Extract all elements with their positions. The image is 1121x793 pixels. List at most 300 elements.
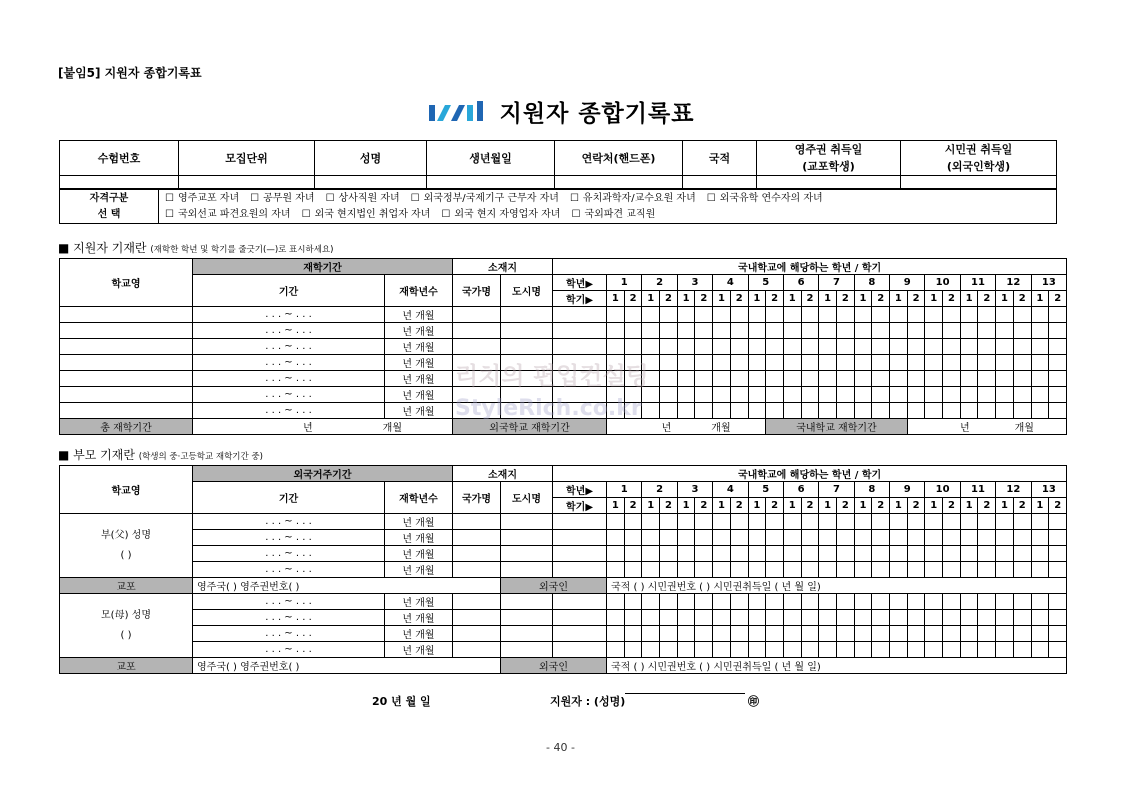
father-years-input-3[interactable]: 년 개월 bbox=[385, 562, 453, 578]
app-semester-cell[interactable] bbox=[766, 339, 784, 355]
mother-semester-cell[interactable] bbox=[819, 642, 837, 658]
father-semester-cell[interactable] bbox=[624, 546, 642, 562]
app-semester-cell[interactable] bbox=[1049, 339, 1067, 355]
father-semester-cell[interactable] bbox=[677, 530, 695, 546]
app-semester-cell[interactable] bbox=[748, 339, 766, 355]
mother-semester-cell[interactable] bbox=[890, 610, 908, 626]
father-semester-cell[interactable] bbox=[607, 562, 625, 578]
app-semester-cell[interactable] bbox=[925, 323, 943, 339]
app-years-input-2[interactable]: 년 개월 bbox=[385, 339, 453, 355]
app-semester-cell[interactable] bbox=[890, 323, 908, 339]
father-semester-cell[interactable] bbox=[695, 546, 713, 562]
mother-semester-cell[interactable] bbox=[660, 642, 678, 658]
father-semester-cell[interactable] bbox=[642, 514, 660, 530]
father-korean-info[interactable]: 영주국( ) 영주권번호( ) bbox=[193, 578, 501, 594]
father-semester-cell[interactable] bbox=[730, 562, 748, 578]
father-semester-cell[interactable] bbox=[642, 546, 660, 562]
father-semester-cell[interactable] bbox=[960, 530, 978, 546]
app-semester-cell[interactable] bbox=[907, 371, 925, 387]
mother-semester-cell[interactable] bbox=[1013, 626, 1031, 642]
app-semester-cell[interactable] bbox=[978, 355, 996, 371]
father-years-input-1[interactable]: 년 개월 bbox=[385, 530, 453, 546]
app-semester-cell[interactable] bbox=[960, 307, 978, 323]
app-semester-cell[interactable] bbox=[713, 339, 731, 355]
app-semester-cell[interactable] bbox=[730, 323, 748, 339]
app-semester-cell[interactable] bbox=[978, 307, 996, 323]
father-city-input-3[interactable] bbox=[501, 562, 553, 578]
app-semester-cell[interactable] bbox=[907, 307, 925, 323]
mother-name-cell[interactable] bbox=[60, 594, 193, 658]
father-semester-cell[interactable] bbox=[943, 546, 961, 562]
father-semester-cell[interactable] bbox=[872, 514, 890, 530]
app-semester-cell[interactable] bbox=[748, 371, 766, 387]
father-semester-cell[interactable] bbox=[1013, 530, 1031, 546]
app-years-input-3[interactable]: 년 개월 bbox=[385, 355, 453, 371]
father-semester-cell[interactable] bbox=[925, 514, 943, 530]
father-semester-cell[interactable] bbox=[713, 530, 731, 546]
father-semester-cell[interactable] bbox=[890, 546, 908, 562]
father-semester-cell[interactable] bbox=[801, 562, 819, 578]
mother-semester-cell[interactable] bbox=[1031, 610, 1049, 626]
signature-blank[interactable] bbox=[625, 693, 745, 694]
father-semester-cell[interactable] bbox=[783, 514, 801, 530]
app-semester-cell[interactable] bbox=[1031, 339, 1049, 355]
app-semester-cell[interactable] bbox=[748, 355, 766, 371]
father-semester-cell[interactable] bbox=[766, 546, 784, 562]
father-semester-cell[interactable] bbox=[748, 546, 766, 562]
app-semester-cell[interactable] bbox=[713, 387, 731, 403]
mother-semester-cell[interactable] bbox=[730, 626, 748, 642]
mother-semester-cell[interactable] bbox=[1031, 594, 1049, 610]
mother-semester-cell[interactable] bbox=[836, 610, 854, 626]
mother-semester-cell[interactable] bbox=[766, 642, 784, 658]
app-semester-cell[interactable] bbox=[642, 307, 660, 323]
app-semester-cell[interactable] bbox=[996, 339, 1014, 355]
mother-semester-cell[interactable] bbox=[624, 626, 642, 642]
app-semester-cell[interactable] bbox=[907, 323, 925, 339]
app-country-input-3[interactable] bbox=[453, 355, 501, 371]
mother-semester-cell[interactable] bbox=[677, 594, 695, 610]
mother-years-input-0[interactable]: 년 개월 bbox=[385, 594, 453, 610]
mother-semester-cell[interactable] bbox=[1049, 610, 1067, 626]
q1-checkbox-3[interactable]: ☐ bbox=[410, 192, 420, 204]
father-semester-cell[interactable] bbox=[854, 514, 872, 530]
app-semester-cell[interactable] bbox=[642, 403, 660, 419]
mother-semester-cell[interactable] bbox=[660, 610, 678, 626]
app-semester-cell[interactable] bbox=[978, 323, 996, 339]
app-semester-cell[interactable] bbox=[925, 307, 943, 323]
mother-semester-cell[interactable] bbox=[925, 642, 943, 658]
mother-name-input[interactable]: ( ) bbox=[120, 629, 132, 641]
app-school-name-input-3[interactable] bbox=[60, 355, 193, 371]
app-years-input-0[interactable]: 년 개월 bbox=[385, 307, 453, 323]
father-semester-cell[interactable] bbox=[907, 562, 925, 578]
app-semester-cell[interactable] bbox=[836, 403, 854, 419]
app-semester-cell[interactable] bbox=[943, 307, 961, 323]
father-semester-cell[interactable] bbox=[695, 530, 713, 546]
q2-checkbox-2[interactable]: ☐ bbox=[441, 208, 451, 220]
app-semester-cell[interactable] bbox=[1049, 387, 1067, 403]
father-semester-cell[interactable] bbox=[960, 562, 978, 578]
father-semester-cell[interactable] bbox=[996, 530, 1014, 546]
father-name-cell[interactable] bbox=[60, 514, 193, 578]
app-semester-cell[interactable] bbox=[713, 371, 731, 387]
app-semester-cell[interactable] bbox=[1049, 307, 1067, 323]
app-city-input-2[interactable] bbox=[501, 339, 553, 355]
app-semester-cell[interactable] bbox=[890, 339, 908, 355]
mother-semester-cell[interactable] bbox=[1049, 642, 1067, 658]
father-semester-cell[interactable] bbox=[996, 514, 1014, 530]
mother-semester-cell[interactable] bbox=[978, 594, 996, 610]
app-semester-cell[interactable] bbox=[1031, 323, 1049, 339]
father-semester-cell[interactable] bbox=[925, 562, 943, 578]
app-school-name-input-6[interactable] bbox=[60, 403, 193, 419]
app-semester-cell[interactable] bbox=[836, 371, 854, 387]
app-period-input-1[interactable]: . . . ~ . . . bbox=[193, 323, 385, 339]
father-semester-cell[interactable] bbox=[695, 562, 713, 578]
mother-semester-cell[interactable] bbox=[748, 626, 766, 642]
father-semester-cell[interactable] bbox=[890, 562, 908, 578]
app-semester-cell[interactable] bbox=[819, 355, 837, 371]
father-foreign-info[interactable]: 국적 ( ) 시민권번호 ( ) 시민권취득일 ( 년 월 일) bbox=[607, 578, 1067, 594]
app-semester-cell[interactable] bbox=[660, 403, 678, 419]
app-semester-cell[interactable] bbox=[1049, 355, 1067, 371]
app-semester-cell[interactable] bbox=[642, 355, 660, 371]
father-semester-cell[interactable] bbox=[677, 514, 695, 530]
father-country-input-3[interactable] bbox=[453, 562, 501, 578]
father-semester-cell[interactable] bbox=[801, 530, 819, 546]
mother-semester-cell[interactable] bbox=[1031, 642, 1049, 658]
app-school-name-input-4[interactable] bbox=[60, 371, 193, 387]
app-semester-cell[interactable] bbox=[1013, 339, 1031, 355]
father-semester-cell[interactable] bbox=[943, 514, 961, 530]
father-semester-cell[interactable] bbox=[996, 562, 1014, 578]
input-exam-number[interactable] bbox=[60, 176, 179, 189]
app-school-name-input-2[interactable] bbox=[60, 339, 193, 355]
q2-checkbox-3[interactable]: ☐ bbox=[571, 208, 581, 220]
app-semester-cell[interactable] bbox=[943, 355, 961, 371]
father-period-input-1[interactable]: . . . ~ . . . bbox=[193, 530, 385, 546]
mother-semester-cell[interactable] bbox=[890, 594, 908, 610]
app-semester-cell[interactable] bbox=[943, 371, 961, 387]
father-semester-cell[interactable] bbox=[907, 514, 925, 530]
mother-semester-cell[interactable] bbox=[978, 626, 996, 642]
mother-semester-cell[interactable] bbox=[607, 610, 625, 626]
app-semester-cell[interactable] bbox=[1049, 403, 1067, 419]
mother-semester-cell[interactable] bbox=[713, 626, 731, 642]
mother-years-input-3[interactable]: 년 개월 bbox=[385, 642, 453, 658]
father-semester-cell[interactable] bbox=[766, 514, 784, 530]
input-citizenship-date[interactable] bbox=[901, 176, 1057, 189]
app-semester-cell[interactable] bbox=[836, 307, 854, 323]
app-school-name-input-1[interactable] bbox=[60, 323, 193, 339]
mother-period-input-3[interactable]: . . . ~ . . . bbox=[193, 642, 385, 658]
mother-semester-cell[interactable] bbox=[713, 642, 731, 658]
mother-years-input-1[interactable]: 년 개월 bbox=[385, 610, 453, 626]
q2-checkbox-1[interactable]: ☐ bbox=[301, 208, 311, 220]
app-semester-cell[interactable] bbox=[730, 387, 748, 403]
app-semester-cell[interactable] bbox=[730, 355, 748, 371]
input-admission-unit[interactable] bbox=[179, 176, 315, 189]
father-semester-cell[interactable] bbox=[1049, 562, 1067, 578]
mother-semester-cell[interactable] bbox=[943, 642, 961, 658]
father-semester-cell[interactable] bbox=[978, 546, 996, 562]
father-semester-cell[interactable] bbox=[766, 562, 784, 578]
app-semester-cell[interactable] bbox=[872, 387, 890, 403]
app-semester-cell[interactable] bbox=[624, 387, 642, 403]
app-semester-cell[interactable] bbox=[960, 339, 978, 355]
app-semester-cell[interactable] bbox=[925, 403, 943, 419]
father-semester-cell[interactable] bbox=[1031, 546, 1049, 562]
app-semester-cell[interactable] bbox=[836, 323, 854, 339]
app-semester-cell[interactable] bbox=[801, 355, 819, 371]
mother-semester-cell[interactable] bbox=[925, 594, 943, 610]
app-semester-cell[interactable] bbox=[925, 339, 943, 355]
app-semester-cell[interactable] bbox=[607, 355, 625, 371]
app-semester-cell[interactable] bbox=[624, 307, 642, 323]
father-country-input-1[interactable] bbox=[453, 530, 501, 546]
q1-checkbox-0[interactable]: ☐ bbox=[165, 192, 174, 204]
app-city-input-4[interactable] bbox=[501, 371, 553, 387]
app-semester-cell[interactable] bbox=[748, 307, 766, 323]
app-semester-cell[interactable] bbox=[1049, 323, 1067, 339]
app-semester-cell[interactable] bbox=[1031, 403, 1049, 419]
mother-country-input-0[interactable] bbox=[453, 594, 501, 610]
app-semester-cell[interactable] bbox=[1031, 355, 1049, 371]
app-semester-cell[interactable] bbox=[801, 323, 819, 339]
mother-semester-cell[interactable] bbox=[748, 642, 766, 658]
father-semester-cell[interactable] bbox=[642, 530, 660, 546]
app-semester-cell[interactable] bbox=[996, 403, 1014, 419]
mother-semester-cell[interactable] bbox=[907, 626, 925, 642]
mother-city-input-2[interactable] bbox=[501, 626, 553, 642]
app-semester-cell[interactable] bbox=[783, 339, 801, 355]
mother-semester-cell[interactable] bbox=[642, 626, 660, 642]
father-semester-cell[interactable] bbox=[660, 546, 678, 562]
mother-semester-cell[interactable] bbox=[978, 610, 996, 626]
father-semester-cell[interactable] bbox=[925, 530, 943, 546]
mother-semester-cell[interactable] bbox=[801, 642, 819, 658]
app-semester-cell[interactable] bbox=[978, 387, 996, 403]
mother-semester-cell[interactable] bbox=[960, 610, 978, 626]
mother-semester-cell[interactable] bbox=[960, 626, 978, 642]
app-semester-cell[interactable] bbox=[783, 307, 801, 323]
app-semester-cell[interactable] bbox=[677, 323, 695, 339]
mother-semester-cell[interactable] bbox=[872, 642, 890, 658]
app-city-input-0[interactable] bbox=[501, 307, 553, 323]
app-semester-cell[interactable] bbox=[766, 387, 784, 403]
app-semester-cell[interactable] bbox=[713, 403, 731, 419]
app-period-input-6[interactable]: . . . ~ . . . bbox=[193, 403, 385, 419]
mother-semester-cell[interactable] bbox=[783, 610, 801, 626]
app-semester-cell[interactable] bbox=[854, 339, 872, 355]
mother-country-input-2[interactable] bbox=[453, 626, 501, 642]
mother-semester-cell[interactable] bbox=[819, 594, 837, 610]
father-semester-cell[interactable] bbox=[748, 514, 766, 530]
app-semester-cell[interactable] bbox=[730, 371, 748, 387]
app-years-input-5[interactable]: 년 개월 bbox=[385, 387, 453, 403]
app-semester-cell[interactable] bbox=[890, 403, 908, 419]
mother-semester-cell[interactable] bbox=[996, 642, 1014, 658]
app-semester-cell[interactable] bbox=[660, 307, 678, 323]
father-semester-cell[interactable] bbox=[607, 514, 625, 530]
father-semester-cell[interactable] bbox=[1049, 514, 1067, 530]
mother-semester-cell[interactable] bbox=[642, 610, 660, 626]
app-semester-cell[interactable] bbox=[783, 323, 801, 339]
father-semester-cell[interactable] bbox=[1013, 514, 1031, 530]
app-semester-cell[interactable] bbox=[890, 355, 908, 371]
father-semester-cell[interactable] bbox=[642, 562, 660, 578]
app-semester-cell[interactable] bbox=[836, 355, 854, 371]
father-semester-cell[interactable] bbox=[890, 514, 908, 530]
app-semester-cell[interactable] bbox=[624, 403, 642, 419]
app-semester-cell[interactable] bbox=[660, 371, 678, 387]
father-semester-cell[interactable] bbox=[713, 562, 731, 578]
mother-semester-cell[interactable] bbox=[607, 594, 625, 610]
mother-semester-cell[interactable] bbox=[677, 642, 695, 658]
mother-semester-cell[interactable] bbox=[695, 610, 713, 626]
app-semester-cell[interactable] bbox=[748, 387, 766, 403]
app-semester-cell[interactable] bbox=[660, 339, 678, 355]
father-semester-cell[interactable] bbox=[836, 562, 854, 578]
app-semester-cell[interactable] bbox=[890, 371, 908, 387]
mother-semester-cell[interactable] bbox=[783, 594, 801, 610]
app-semester-cell[interactable] bbox=[854, 323, 872, 339]
app-semester-cell[interactable] bbox=[642, 387, 660, 403]
app-semester-cell[interactable] bbox=[960, 403, 978, 419]
app-semester-cell[interactable] bbox=[766, 371, 784, 387]
father-semester-cell[interactable] bbox=[1013, 562, 1031, 578]
father-period-input-3[interactable]: . . . ~ . . . bbox=[193, 562, 385, 578]
mother-semester-cell[interactable] bbox=[713, 594, 731, 610]
mother-semester-cell[interactable] bbox=[801, 626, 819, 642]
app-semester-cell[interactable] bbox=[677, 387, 695, 403]
mother-korean-info[interactable]: 영주국( ) 영주권번호( ) bbox=[193, 658, 501, 674]
app-semester-cell[interactable] bbox=[819, 387, 837, 403]
mother-semester-cell[interactable] bbox=[907, 642, 925, 658]
app-semester-cell[interactable] bbox=[943, 339, 961, 355]
father-semester-cell[interactable] bbox=[660, 514, 678, 530]
app-semester-cell[interactable] bbox=[907, 403, 925, 419]
app-semester-cell[interactable] bbox=[695, 403, 713, 419]
father-semester-cell[interactable] bbox=[854, 530, 872, 546]
father-city-input-1[interactable] bbox=[501, 530, 553, 546]
father-semester-cell[interactable] bbox=[960, 546, 978, 562]
father-semester-cell[interactable] bbox=[1031, 530, 1049, 546]
mother-semester-cell[interactable] bbox=[872, 610, 890, 626]
app-period-input-4[interactable]: . . . ~ . . . bbox=[193, 371, 385, 387]
father-semester-cell[interactable] bbox=[713, 546, 731, 562]
app-semester-cell[interactable] bbox=[677, 339, 695, 355]
mother-semester-cell[interactable] bbox=[748, 594, 766, 610]
app-semester-cell[interactable] bbox=[1013, 387, 1031, 403]
app-semester-cell[interactable] bbox=[695, 387, 713, 403]
mother-semester-cell[interactable] bbox=[730, 594, 748, 610]
app-semester-cell[interactable] bbox=[677, 403, 695, 419]
app-semester-cell[interactable] bbox=[748, 403, 766, 419]
mother-semester-cell[interactable] bbox=[642, 594, 660, 610]
app-semester-cell[interactable] bbox=[836, 339, 854, 355]
father-semester-cell[interactable] bbox=[730, 530, 748, 546]
app-semester-cell[interactable] bbox=[660, 355, 678, 371]
app-semester-cell[interactable] bbox=[695, 371, 713, 387]
father-semester-cell[interactable] bbox=[925, 546, 943, 562]
father-semester-cell[interactable] bbox=[624, 514, 642, 530]
app-semester-cell[interactable] bbox=[907, 355, 925, 371]
father-semester-cell[interactable] bbox=[836, 530, 854, 546]
app-semester-cell[interactable] bbox=[677, 371, 695, 387]
mother-semester-cell[interactable] bbox=[854, 642, 872, 658]
app-semester-cell[interactable] bbox=[607, 323, 625, 339]
app-city-input-1[interactable] bbox=[501, 323, 553, 339]
app-semester-cell[interactable] bbox=[996, 371, 1014, 387]
app-semester-cell[interactable] bbox=[695, 323, 713, 339]
input-permanent-residency-date[interactable] bbox=[757, 176, 901, 189]
app-period-input-5[interactable]: . . . ~ . . . bbox=[193, 387, 385, 403]
app-semester-cell[interactable] bbox=[695, 307, 713, 323]
mother-semester-cell[interactable] bbox=[1013, 594, 1031, 610]
app-semester-cell[interactable] bbox=[766, 307, 784, 323]
q1-checkbox-1[interactable]: ☐ bbox=[250, 192, 260, 204]
mother-semester-cell[interactable] bbox=[801, 594, 819, 610]
app-semester-cell[interactable] bbox=[1031, 371, 1049, 387]
father-semester-cell[interactable] bbox=[660, 530, 678, 546]
father-semester-cell[interactable] bbox=[801, 514, 819, 530]
mother-semester-cell[interactable] bbox=[642, 642, 660, 658]
mother-semester-cell[interactable] bbox=[854, 610, 872, 626]
app-semester-cell[interactable] bbox=[907, 339, 925, 355]
app-semester-cell[interactable] bbox=[872, 307, 890, 323]
app-semester-cell[interactable] bbox=[943, 323, 961, 339]
app-semester-cell[interactable] bbox=[890, 307, 908, 323]
app-semester-cell[interactable] bbox=[1013, 307, 1031, 323]
app-semester-cell[interactable] bbox=[978, 403, 996, 419]
father-semester-cell[interactable] bbox=[783, 530, 801, 546]
mother-semester-cell[interactable] bbox=[872, 626, 890, 642]
app-semester-cell[interactable] bbox=[624, 371, 642, 387]
app-semester-cell[interactable] bbox=[783, 355, 801, 371]
mother-foreign-info[interactable]: 국적 ( ) 시민권번호 ( ) 시민권취득일 ( 년 월 일) bbox=[607, 658, 1067, 674]
father-semester-cell[interactable] bbox=[854, 546, 872, 562]
app-country-input-2[interactable] bbox=[453, 339, 501, 355]
father-country-input-2[interactable] bbox=[453, 546, 501, 562]
father-semester-cell[interactable] bbox=[783, 546, 801, 562]
app-semester-cell[interactable] bbox=[836, 387, 854, 403]
father-semester-cell[interactable] bbox=[996, 546, 1014, 562]
father-semester-cell[interactable] bbox=[819, 546, 837, 562]
app-city-input-3[interactable] bbox=[501, 355, 553, 371]
mother-semester-cell[interactable] bbox=[925, 610, 943, 626]
father-semester-cell[interactable] bbox=[730, 546, 748, 562]
app-semester-cell[interactable] bbox=[642, 339, 660, 355]
father-semester-cell[interactable] bbox=[943, 562, 961, 578]
app-semester-cell[interactable] bbox=[766, 355, 784, 371]
domestic-period-value[interactable] bbox=[907, 419, 1067, 435]
mother-country-input-3[interactable] bbox=[453, 642, 501, 658]
app-semester-cell[interactable] bbox=[996, 323, 1014, 339]
app-semester-cell[interactable] bbox=[783, 403, 801, 419]
app-semester-cell[interactable] bbox=[872, 339, 890, 355]
father-semester-cell[interactable] bbox=[872, 562, 890, 578]
input-name[interactable] bbox=[315, 176, 427, 189]
app-semester-cell[interactable] bbox=[801, 307, 819, 323]
app-semester-cell[interactable] bbox=[607, 371, 625, 387]
mother-semester-cell[interactable] bbox=[943, 626, 961, 642]
father-semester-cell[interactable] bbox=[872, 530, 890, 546]
mother-semester-cell[interactable] bbox=[624, 610, 642, 626]
app-semester-cell[interactable] bbox=[783, 371, 801, 387]
app-semester-cell[interactable] bbox=[730, 339, 748, 355]
